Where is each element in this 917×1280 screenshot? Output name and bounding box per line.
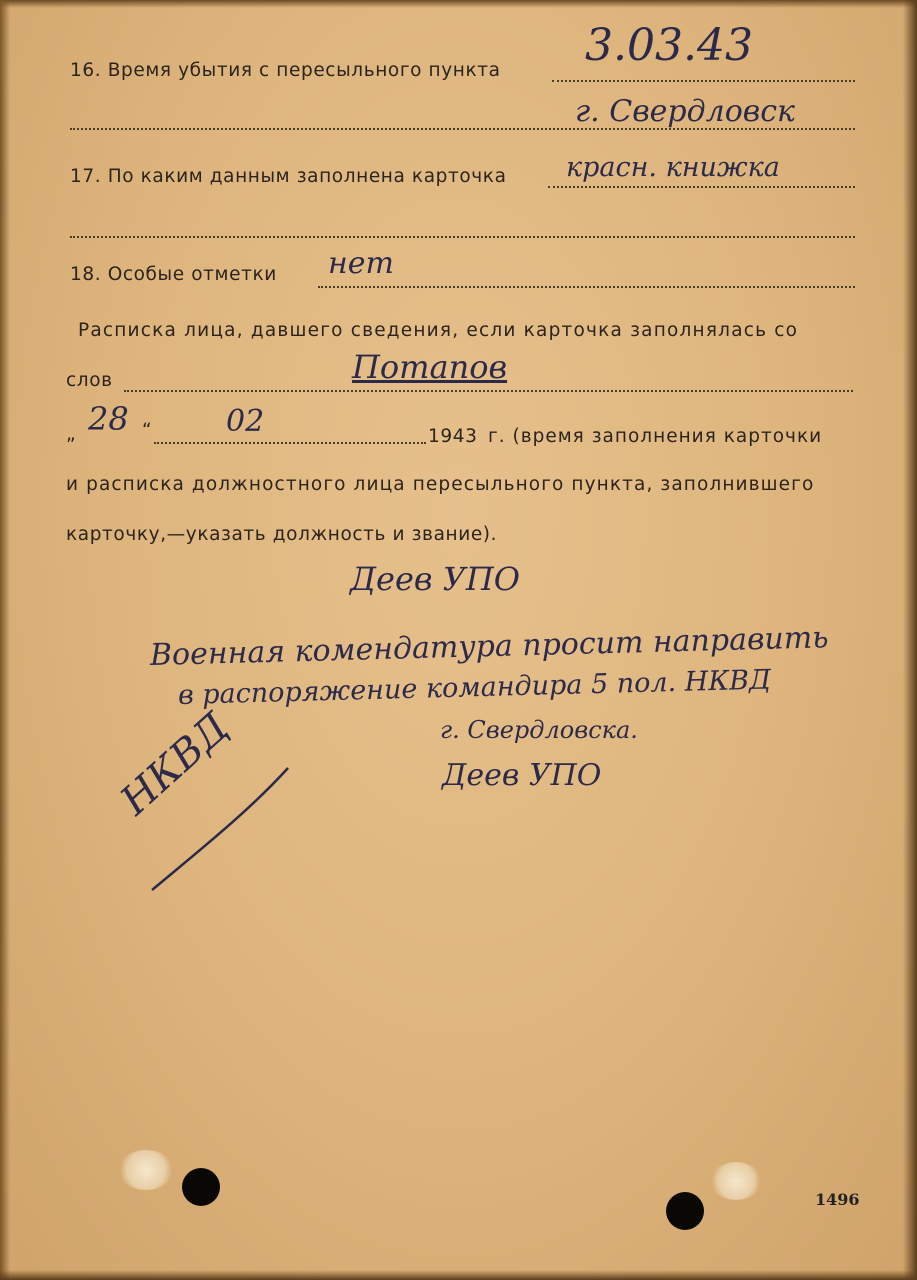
date-day: 28	[88, 400, 129, 438]
item18-value: нет	[328, 246, 394, 281]
nkvd-mark: НКВД	[112, 704, 238, 825]
receipt-slov-label: слов	[66, 370, 113, 391]
signature-deev-1: Деев УПО	[350, 560, 520, 598]
date-dotline	[154, 442, 426, 444]
date-close-quote: “	[142, 420, 153, 441]
date-open-quote: „	[66, 424, 77, 445]
date-month: 02	[226, 404, 265, 439]
item17-value: красн. книжка	[566, 152, 780, 183]
receipt-line5: карточку,—указать должность и звание).	[66, 524, 498, 545]
item17-label: 17. По каким данным заполнена карточка	[70, 166, 507, 187]
slash-stroke	[140, 760, 300, 900]
receipt-line1: Расписка лица, давшего сведения, если карточка заполнялась со	[78, 320, 799, 341]
date-year: 1943	[428, 426, 478, 447]
item16-value-line2: г. Свердловск	[575, 94, 795, 129]
punch-hole-left	[182, 1168, 220, 1206]
receipt-slov-dotline	[124, 390, 853, 392]
date-tail: г. (время заполнения карточки	[488, 426, 823, 447]
order-line3: г. Свердловска.	[440, 716, 638, 744]
receipt-line4: и расписка должностного лица пересыльного пункта, заполнившего	[66, 474, 815, 495]
item17-dotline	[548, 186, 855, 188]
paper-tear-right	[710, 1162, 762, 1200]
order-line1: Военная комендатура просит направить	[149, 620, 829, 673]
paper-edge-left	[0, 0, 10, 1280]
paper-edge-right	[903, 0, 917, 1280]
page-number: 1496	[815, 1190, 860, 1209]
item18-dotline	[318, 286, 855, 288]
item16-label: 16. Время убытия с пересыльного пункта	[70, 60, 501, 81]
item17-dotline-2	[70, 236, 855, 238]
paper-tear-left	[118, 1150, 174, 1190]
item16-dotline	[552, 80, 855, 82]
signature-deev-2: Деев УПО	[442, 758, 602, 793]
punch-hole-right	[666, 1192, 704, 1230]
receipt-signature: Потапов	[352, 348, 508, 386]
item18-label: 18. Особые отметки	[70, 264, 277, 285]
paper-edge-bottom	[0, 1270, 917, 1280]
order-line2: в распоряжение командира 5 пол. НКВД	[177, 664, 772, 711]
paper-edge-top	[0, 0, 917, 8]
item16-value: 3.03.43	[585, 20, 753, 71]
